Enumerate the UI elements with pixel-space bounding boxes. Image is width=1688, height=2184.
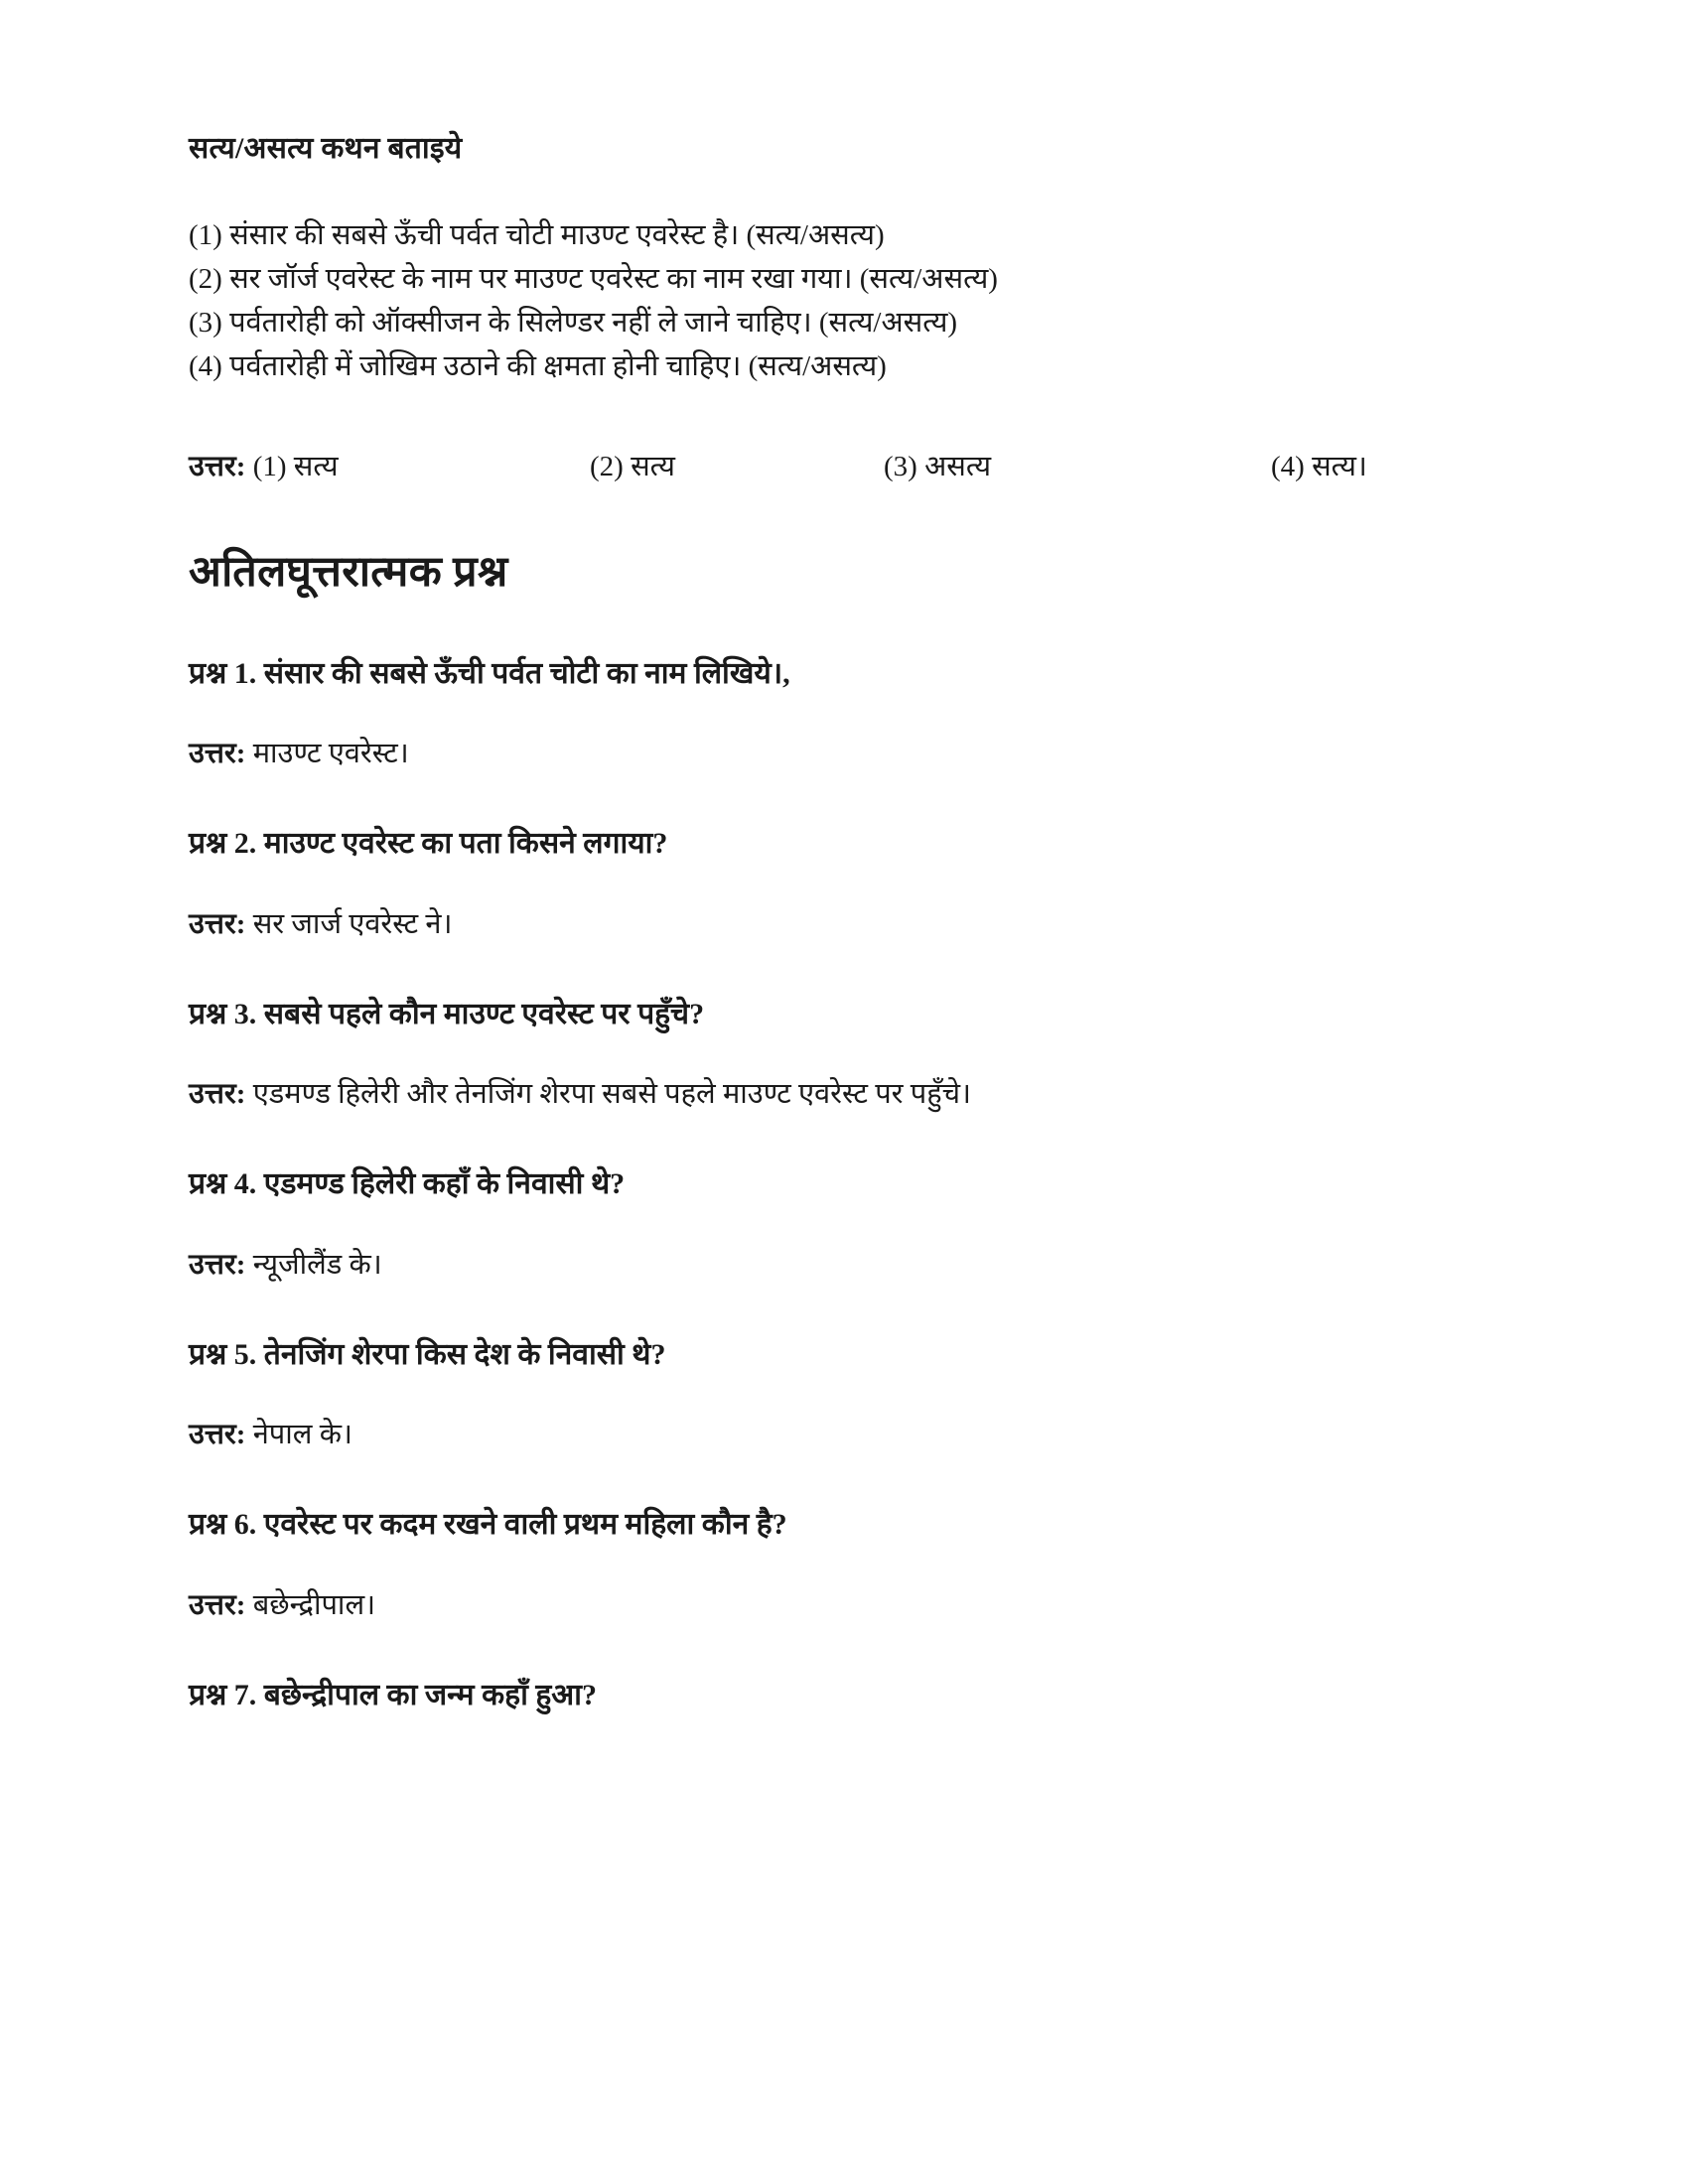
qa-block-5 bbox=[189, 1333, 1489, 1456]
true-false-section bbox=[189, 129, 1489, 491]
answer-text: न्यूजीलैंड के। bbox=[252, 1248, 382, 1281]
answer-label: उत्तर: bbox=[189, 450, 246, 482]
question-text: प्रश्न 4. एडमण्ड हिलेरी कहाँ के निवासी थे? bbox=[189, 1167, 626, 1201]
true-false-statement-list bbox=[189, 213, 1489, 388]
answer-line bbox=[189, 903, 1489, 945]
qa-block-7 bbox=[189, 1674, 1489, 1717]
question-text: प्रश्न 5. तेनजिंग शेरपा किस देश के निवासी थे? bbox=[189, 1337, 666, 1371]
answer-line bbox=[189, 1414, 1489, 1455]
answer-label: उत्तर: bbox=[189, 1588, 246, 1621]
question-text: प्रश्न 7. बछेन्द्रीपाल का जन्म कहाँ हुआ? bbox=[189, 1678, 597, 1711]
true-false-answer-row bbox=[189, 446, 1489, 491]
qa-block-2 bbox=[189, 822, 1489, 945]
question-text: प्रश्न 2. माउण्ट एवरेस्ट का पता किसने लगाया? bbox=[189, 827, 668, 861]
answer-cell-4: (4) सत्य। bbox=[1271, 450, 1367, 482]
true-false-statement: (1) संसार की सबसे ऊँची पर्वत चोटी माउण्ट एवरेस्ट है। (सत्य/असत्य) bbox=[189, 218, 885, 251]
answer-text: नेपाल के। bbox=[252, 1419, 352, 1451]
answer-label: उत्तर: bbox=[189, 1419, 246, 1451]
answer-line bbox=[189, 1584, 1489, 1626]
true-false-heading: सत्य/असत्य कथन बताइये bbox=[189, 132, 463, 165]
answer-cell-2: (2) सत्य bbox=[590, 450, 675, 482]
question-text: प्रश्न 3. सबसे पहले कौन माउण्ट एवरेस्ट पर पहुँचे? bbox=[189, 997, 705, 1030]
qa-block-4 bbox=[189, 1162, 1489, 1286]
question-text: प्रश्न 6. एवरेस्ट पर कदम रखने वाली प्रथम महिला कौन है? bbox=[189, 1508, 787, 1542]
answer-label: उत्तर: bbox=[189, 1078, 246, 1111]
true-false-statement: (2) सर जॉर्ज एवरेस्ट के नाम पर माउण्ट एवरेस्ट का नाम रखा गया। (सत्य/असत्य) bbox=[189, 262, 998, 295]
answer-label: उत्तर: bbox=[189, 738, 246, 770]
qa-block-1 bbox=[189, 652, 1489, 775]
answer-text: बछेन्द्रीपाल। bbox=[252, 1588, 376, 1621]
answer-line bbox=[189, 1073, 1489, 1115]
qa-block-3 bbox=[189, 993, 1489, 1116]
true-false-statement: (3) पर्वतारोही को ऑक्सीजन के सिलेण्डर नहीं ले जाने चाहिए। (सत्य/असत्य) bbox=[189, 306, 958, 339]
answer-value: (1) सत्य bbox=[252, 450, 339, 482]
qa-block-6 bbox=[189, 1503, 1489, 1626]
answer-cell-1 bbox=[189, 446, 339, 484]
question-text: प्रश्न 1. संसार की सबसे ऊँची पर्वत चोटी का नाम लिखिये।, bbox=[189, 656, 790, 690]
answer-text: सर जार्ज एवरेस्ट ने। bbox=[252, 907, 453, 940]
section-heading: अतिलघूत्तरात्मक प्रश्न bbox=[189, 548, 508, 596]
answer-label: उत्तर: bbox=[189, 1248, 246, 1281]
answer-line bbox=[189, 1244, 1489, 1286]
answer-line bbox=[189, 733, 1489, 774]
answer-text: माउण्ट एवरेस्ट। bbox=[252, 738, 409, 770]
answer-text: एडमण्ड हिलेरी और तेनजिंग शेरपा सबसे पहले माउण्ट एवरेस्ट पर पहुँचे। bbox=[252, 1078, 972, 1111]
answer-label: उत्तर: bbox=[189, 907, 246, 940]
short-answer-section bbox=[189, 545, 1489, 1717]
document-body bbox=[189, 129, 1489, 1716]
true-false-statement: (4) पर्वतारोही में जोखिम उठाने की क्षमता होनी चाहिए। (सत्य/असत्य) bbox=[189, 349, 887, 382]
answer-cell-3: (3) असत्य bbox=[884, 450, 992, 482]
